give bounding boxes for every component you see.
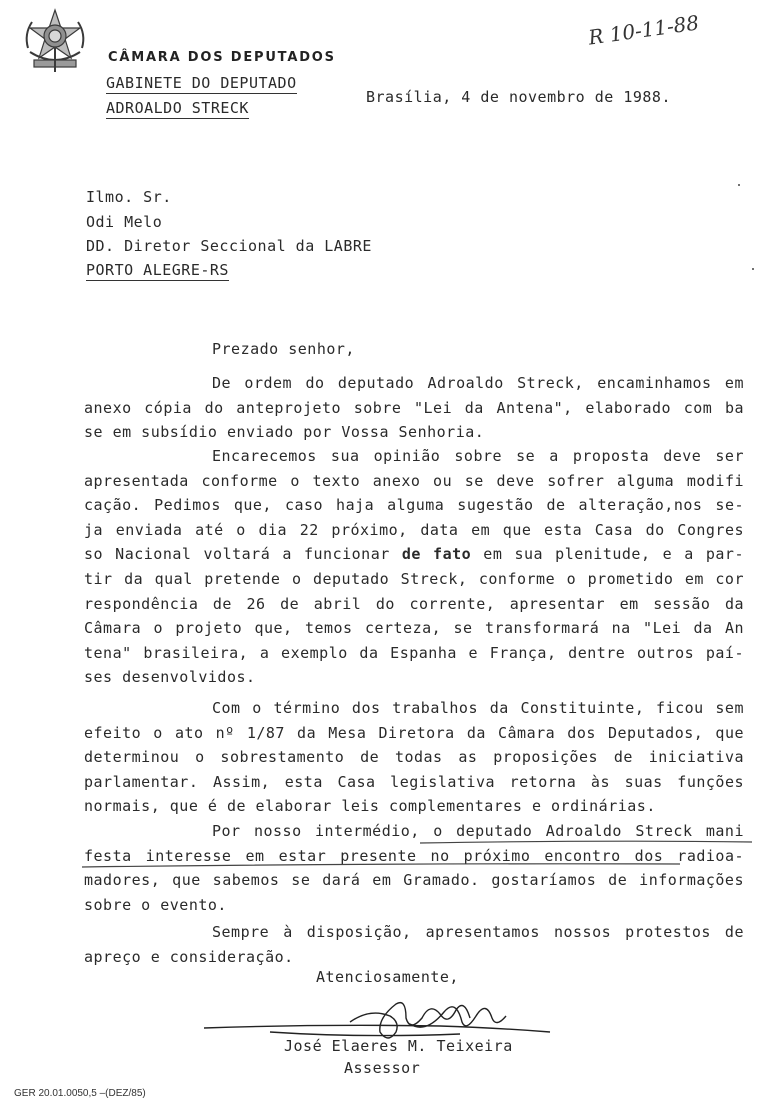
paragraph-line: tena" brasileira, a exemplo da Espanha e França, dentre outros paí- <box>84 643 744 662</box>
office-name: GABINETE DO DEPUTADO <box>106 74 297 92</box>
recipient-title: Ilmo. Sr. <box>86 188 172 206</box>
handwritten-note: R 10-11-88 <box>586 10 701 50</box>
paragraph-5 <box>84 920 744 969</box>
paragraph-line: determinou o sobrestamento de todas as proposições de iniciativa <box>84 748 744 767</box>
paragraph-line: anexo cópia do anteprojeto sobre "Lei da Antena", elaborado com ba <box>84 398 744 417</box>
paragraph-line: cação. Pedimos que, caso haja alguma sugestão de alteração,nos se- <box>84 496 744 515</box>
emphasis-de-fato: de fato <box>401 545 472 564</box>
paragraph-line: De ordem do deputado Adroaldo Streck, encaminhamos em <box>212 374 744 392</box>
paragraph-2 <box>84 444 744 690</box>
scan-speck <box>752 268 754 270</box>
signatory-title: Assessor <box>344 1059 421 1077</box>
paragraph-line: apresentada conforme o texto anexo ou se deve sofrer alguma modifi <box>84 471 744 490</box>
form-code: GER 20.01.0050,5 –(DEZ/85) <box>14 1088 146 1099</box>
organization-name: CÂMARA DOS DEPUTADOS <box>108 50 336 65</box>
coat-of-arms-seal <box>20 8 90 74</box>
paragraph-line: sobre o evento. <box>84 895 227 914</box>
paragraph-line: tir da qual pretende o deputado Streck, conforme o prometido em cor <box>84 569 744 588</box>
signatory-name: José Elaeres M. Teixeira <box>284 1037 513 1055</box>
paragraph-line: apreço e consideração. <box>84 947 294 966</box>
paragraph-line: efeito o ato nº 1/87 da Mesa Diretora da Câmara dos Deputados, que <box>84 723 744 742</box>
paragraph-line: Sempre à disposição, apresentamos nossos protestos de <box>212 923 744 941</box>
recipient-position: DD. Diretor Seccional da LABRE <box>86 237 372 255</box>
handwritten-underline <box>80 836 760 876</box>
paragraph-line: se em subsídio enviado por Vossa Senhoria. <box>84 423 485 442</box>
paragraph-3 <box>84 696 744 819</box>
paragraph-line: parlamentar. Assim, esta Casa legislativa retorna às suas funções <box>84 772 744 791</box>
paragraph-1 <box>84 371 744 445</box>
paragraph-line: normais, que é de elaborar leis complementares e ordinárias. <box>84 797 656 816</box>
paragraph-line: respondência de 26 de abril do corrente, apresentar em sessão da <box>84 594 744 613</box>
scan-speck <box>738 184 740 186</box>
paragraph-line: so Nacional voltará a funcionar de fato em sua plenitude, e a par- <box>84 545 744 564</box>
paragraph-line: ja enviada até o dia 22 próximo, data em que esta Casa do Congres <box>84 520 744 539</box>
paragraph-line: Câmara o projeto que, temos certeza, se transformará na "Lei da An <box>84 619 744 638</box>
recipient-name: Odi Melo <box>86 213 163 231</box>
paragraph-line: Por nosso intermédio, o deputado Adroaldo Streck mani <box>212 822 744 840</box>
paragraph-line: ses desenvolvidos. <box>84 668 256 687</box>
paragraph-line: Com o término dos trabalhos da Constituinte, ficou sem <box>212 699 744 717</box>
paragraph-line: Encarecemos sua opinião sobre se a proposta deve ser <box>212 447 744 465</box>
deputy-name: ADROALDO STRECK <box>106 99 249 117</box>
paragraph-line: madores, que sabemos se dará em Gramado. gostaríamos de informações <box>84 871 744 890</box>
closing: Atenciosamente, <box>316 968 459 986</box>
salutation: Prezado senhor, <box>212 340 355 358</box>
place-date: Brasília, 4 de novembro de 1988. <box>366 88 671 106</box>
recipient-city: PORTO ALEGRE-RS <box>86 261 229 279</box>
paragraph-line: festa interesse em estar presente no próximo encontro dos radioa- <box>84 846 744 865</box>
